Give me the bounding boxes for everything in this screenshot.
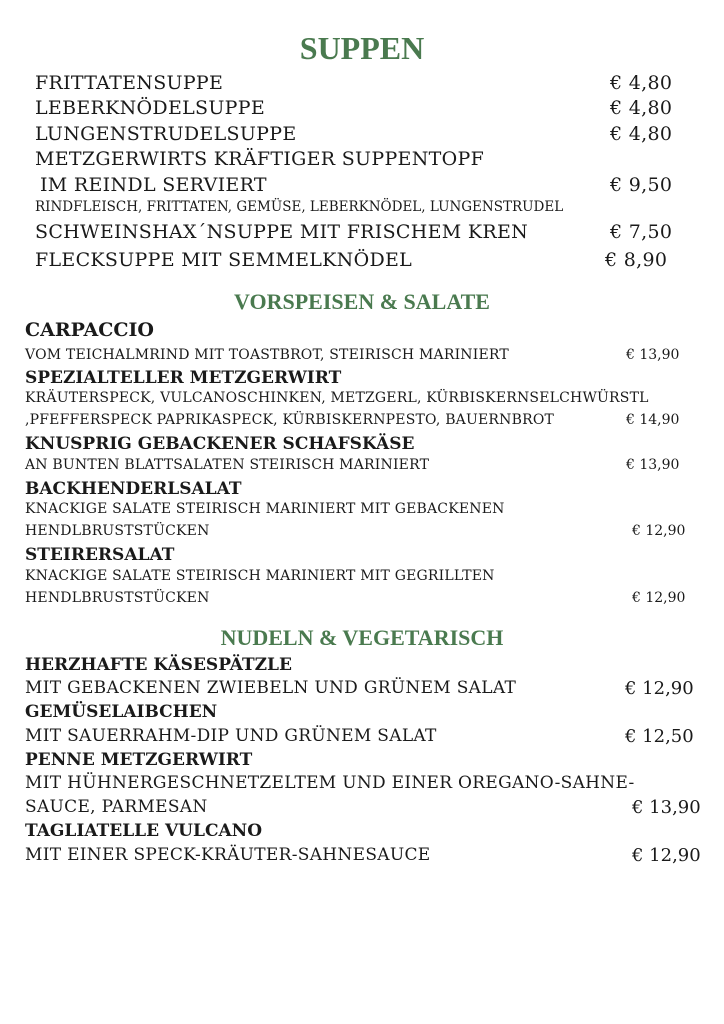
menu-item-price: € 12,90 xyxy=(632,590,686,606)
menu-item-name: HERZHAFTE KÄSESPÄTZLE xyxy=(25,655,292,675)
menu-item-price: € 12,90 xyxy=(625,678,694,699)
menu-item-description: SAUCE, PARMESAN xyxy=(25,797,208,817)
menu-item-name: LEBERKNÖDELSUPPE xyxy=(35,97,266,119)
menu-item-price: € 4,80 xyxy=(610,123,673,145)
menu-item-description: ,PFEFFERSPECK PAPRIKASPECK, KÜRBISKERNPESTO, BAUERNBROT xyxy=(25,412,555,428)
section-title-nudeln: NUDELN & VEGETARISCH xyxy=(220,625,504,650)
menu-item-name: BACKHENDERLSALAT xyxy=(25,479,242,499)
menu-item-price: € 9,50 xyxy=(610,174,673,196)
menu-item-description: MIT HÜHNERGESCHNETZELTEM UND EINER OREGANO-SAHNE- xyxy=(25,773,635,793)
menu-item-description: HENDLBRUSTSTÜCKEN xyxy=(25,523,210,539)
menu-item-name: SPEZIALTELLER METZGERWIRT xyxy=(25,368,342,388)
menu-item-description: MIT EINER SPECK-KRÄUTER-SAHNESAUCE xyxy=(25,845,431,865)
menu-item-price: € 7,50 xyxy=(610,221,673,243)
menu-item-description: MIT SAUERRAHM-DIP UND GRÜNEM SALAT xyxy=(25,726,437,746)
menu-item-price: € 4,80 xyxy=(610,97,673,119)
menu-item-name: METZGERWIRTS KRÄFTIGER SUPPENTOPF xyxy=(35,148,485,170)
section-title-suppen: SUPPEN xyxy=(299,30,425,66)
menu-item-name: CARPACCIO xyxy=(25,319,154,341)
menu-item-name: SCHWEINSHAX´NSUPPE MIT FRISCHEM KREN xyxy=(35,221,529,243)
menu-item-description: KNACKIGE SALATE STEIRISCH MARINIERT MIT GEBACKENEN xyxy=(25,501,505,517)
menu-item-name: FRITTATENSUPPE xyxy=(35,72,224,94)
menu-item-name: STEIRERSALAT xyxy=(25,545,175,565)
menu-item-name: PENNE METZGERWIRT xyxy=(25,750,253,770)
menu-item-description: AN BUNTEN BLATTSALATEN STEIRISCH MARINIERT xyxy=(25,457,430,473)
menu-item-name: IM REINDL SERVIERT xyxy=(40,174,267,196)
menu-item-description: HENDLBRUSTSTÜCKEN xyxy=(25,590,210,606)
menu-item-name: KNUSPRIG GEBACKENER SCHAFSKÄSE xyxy=(25,434,415,454)
menu-item-name: FLECKSUPPE MIT SEMMELKNÖDEL xyxy=(35,249,413,271)
menu-item-price: € 14,90 xyxy=(626,412,680,428)
menu-item-description: KNACKIGE SALATE STEIRISCH MARINIERT MIT GEGRILLTEN xyxy=(25,568,495,584)
menu-item-price: € 13,90 xyxy=(632,797,701,818)
menu-item-price: € 12,90 xyxy=(632,845,701,866)
menu-item-price: € 13,90 xyxy=(626,457,680,473)
menu-item-description: KRÄUTERSPECK, VULCANOSCHINKEN, METZGERL, KÜRBISKERNSELCHWÜRSTL xyxy=(25,390,649,406)
menu-item-price: € 8,90 xyxy=(605,249,668,271)
menu-item-price: € 12,50 xyxy=(625,726,694,747)
menu-item-description: MIT GEBACKENEN ZWIEBELN UND GRÜNEM SALAT xyxy=(25,678,517,698)
menu-item-description: RINDFLEISCH, FRITTATEN, GEMÜSE, LEBERKNÖDEL, LUNGENSTRUDEL xyxy=(35,199,564,215)
menu-item-price: € 13,90 xyxy=(626,347,680,363)
menu-item-name: TAGLIATELLE VULCANO xyxy=(25,821,263,841)
section-title-vorspeisen: VORSPEISEN & SALATE xyxy=(234,289,490,314)
menu-item-price: € 12,90 xyxy=(632,523,686,539)
menu-item-name: LUNGENSTRUDELSUPPE xyxy=(35,123,297,145)
menu-item-price: € 4,80 xyxy=(610,72,673,94)
menu-item-description: VOM TEICHALMRIND MIT TOASTBROT, STEIRISCH MARINIERT xyxy=(25,347,509,363)
menu-item-name: GEMÜSELAIBCHEN xyxy=(25,702,218,722)
